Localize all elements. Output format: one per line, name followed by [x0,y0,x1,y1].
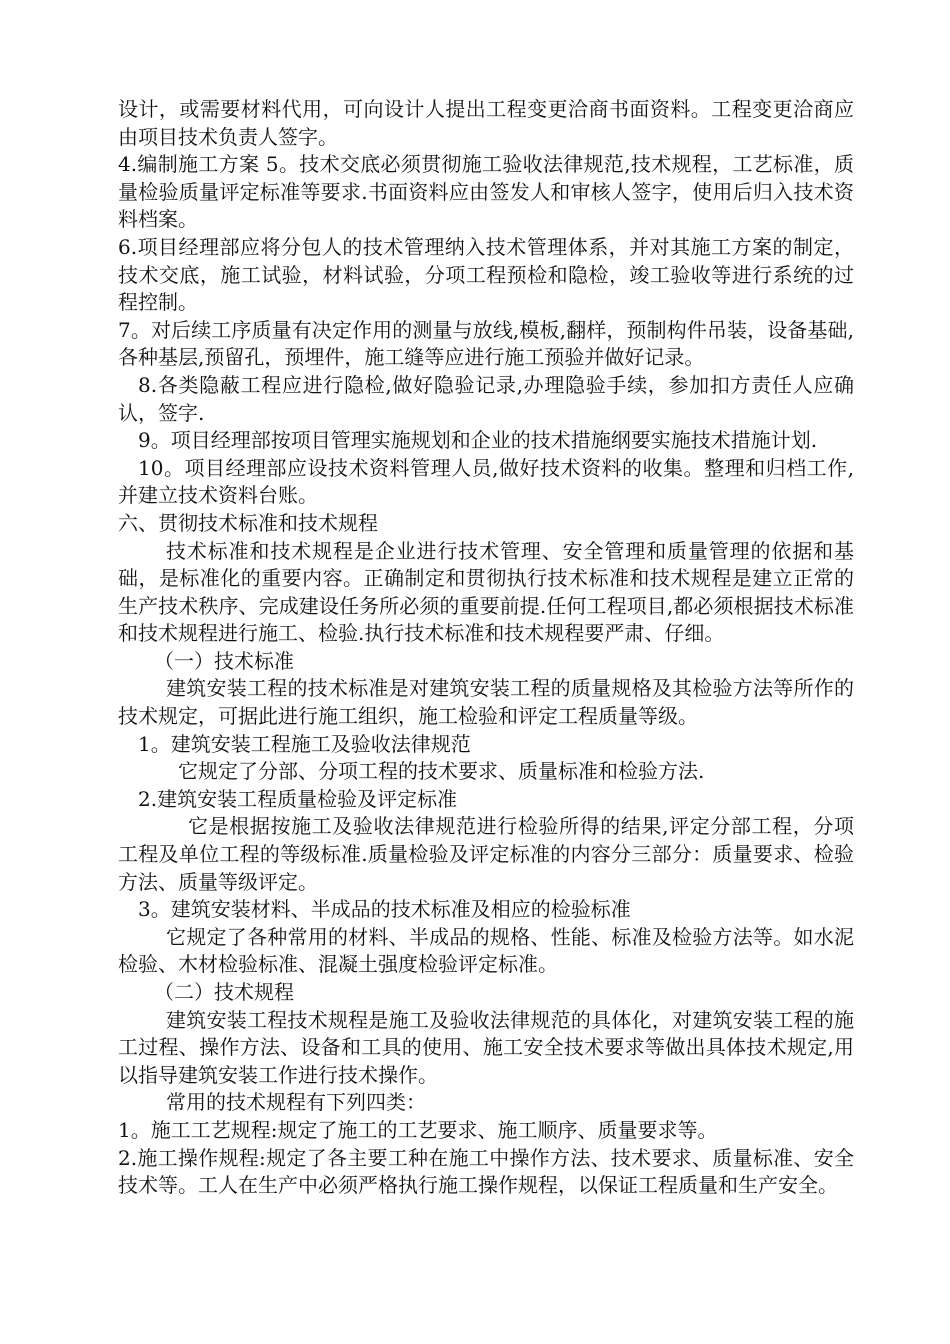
rule-item-1: 1。施工工艺规程:规定了施工的工艺要求、施工顺序、质量要求等。 [118,1117,718,1142]
subitem-standard-2: 2.建筑安装工程质量检验及评定标准 [138,786,458,811]
paragraph-item-9: 9。项目经理部按项目管理实施规划和企业的技术措施纲要实施技术措施计划. [138,428,818,453]
subheading-tech-standards: （一）技术标准 [154,648,294,673]
paragraph-four-types: 常用的技术规程有下列四类： [166,1090,426,1115]
paragraph-item-4-5: 4.编制施工方案 5。技术交底必须贯彻施工验收法律规范,技术规程，工艺标准，质量检验质量评定标准等要求.书面资料应由签发人和审核人签字，使用后归入技术资料档案。 [118,152,854,232]
paragraph-design-change: 设计，或需要材料代用，可向设计人提出工程变更洽商书面资料。工程变更洽商应由项目技术负责人签字。 [118,97,854,149]
paragraph-item-10: 10。项目经理部应设技术资料管理人员,做好技术资料的收集。整理和归档工作,并建立技术资料台账。 [118,455,854,508]
paragraph-tech-standards: 建筑安装工程的技术标准是对建筑安装工程的质量规格及其检验方法等所作的技术规定，可据此进行施工组织，施工检验和评定工程质量等级。 [118,676,854,729]
subheading-tech-rules: （二）技术规程 [154,980,294,1004]
document-page [118,96,854,1200]
section-heading-six: 六、贯彻技术标准和技术规程 [118,510,378,535]
subitem-standard-1: 1。建筑安装工程施工及验收法律规范 [138,731,471,756]
paragraph-item-7: 7。对后续工序质量有决定作用的测量与放线,模板,翻样，预制构件吊装，设备基础,各种基层,预留孔，预埋件，施工缝等应进行施工预验并做好记录。 [118,317,854,370]
paragraph-standards-intro: 技术标准和技术规程是企业进行技术管理、安全管理和质量管理的依据和基础，是标准化的重要内容。正确制定和贯彻执行技术标准和技术规程是建立正常的生产技术秩序、完成建设任务所必须的重要前提.任何工程项目,都必须根据技术标准和技术规程进行施工、检验.执行技术标准和技术规程要严肃、仔细。 [118,538,854,646]
paragraph-standard-1: 它规定了分部、分项工程的技术要求、质量标准和检验方法. [178,759,705,784]
subitem-standard-3: 3。建筑安装材料、半成品的技术标准及相应的检验标准 [138,897,631,922]
paragraph-standard-2: 它是根据按施工及验收法律规范进行检验所得的结果,评定分部工程，分项工程及单位工程的等级标准.质量检验及评定标准的内容分三部分：质量要求、检验方法、质量等级评定。 [118,814,854,894]
paragraph-tech-rules: 建筑安装工程技术规程是施工及验收法律规范的具体化，对建筑安装工程的施工过程、操作方法、设备和工具的使用、施工安全技术要求等做出具体技术规定,用以指导建筑安装工作进行技术操作。 [118,1007,854,1087]
rule-item-2: 2.施工操作规程:规定了各主要工种在施工中操作方法、技术要求、质量标准、安全技术等。工人在生产中必须严格执行施工操作规程，以保证工程质量和生产安全。 [118,1145,854,1198]
paragraph-item-8: 8.各类隐蔽工程应进行隐检,做好隐验记录,办理隐验手续，参加扣方责任人应确认，签字. [118,372,854,425]
paragraph-item-6: 6.项目经理部应将分包人的技术管理纳入技术管理体系，并对其施工方案的制定，技术交底，施工试验，材料试验，分项工程预检和隐检，竣工验收等进行系统的过程控制。 [118,234,854,315]
paragraph-standard-3: 它规定了各种常用的材料、半成品的规格、性能、标准及检验方法等。如水泥检验、木材检验标准、混凝土强度检验评定标准。 [118,924,854,977]
